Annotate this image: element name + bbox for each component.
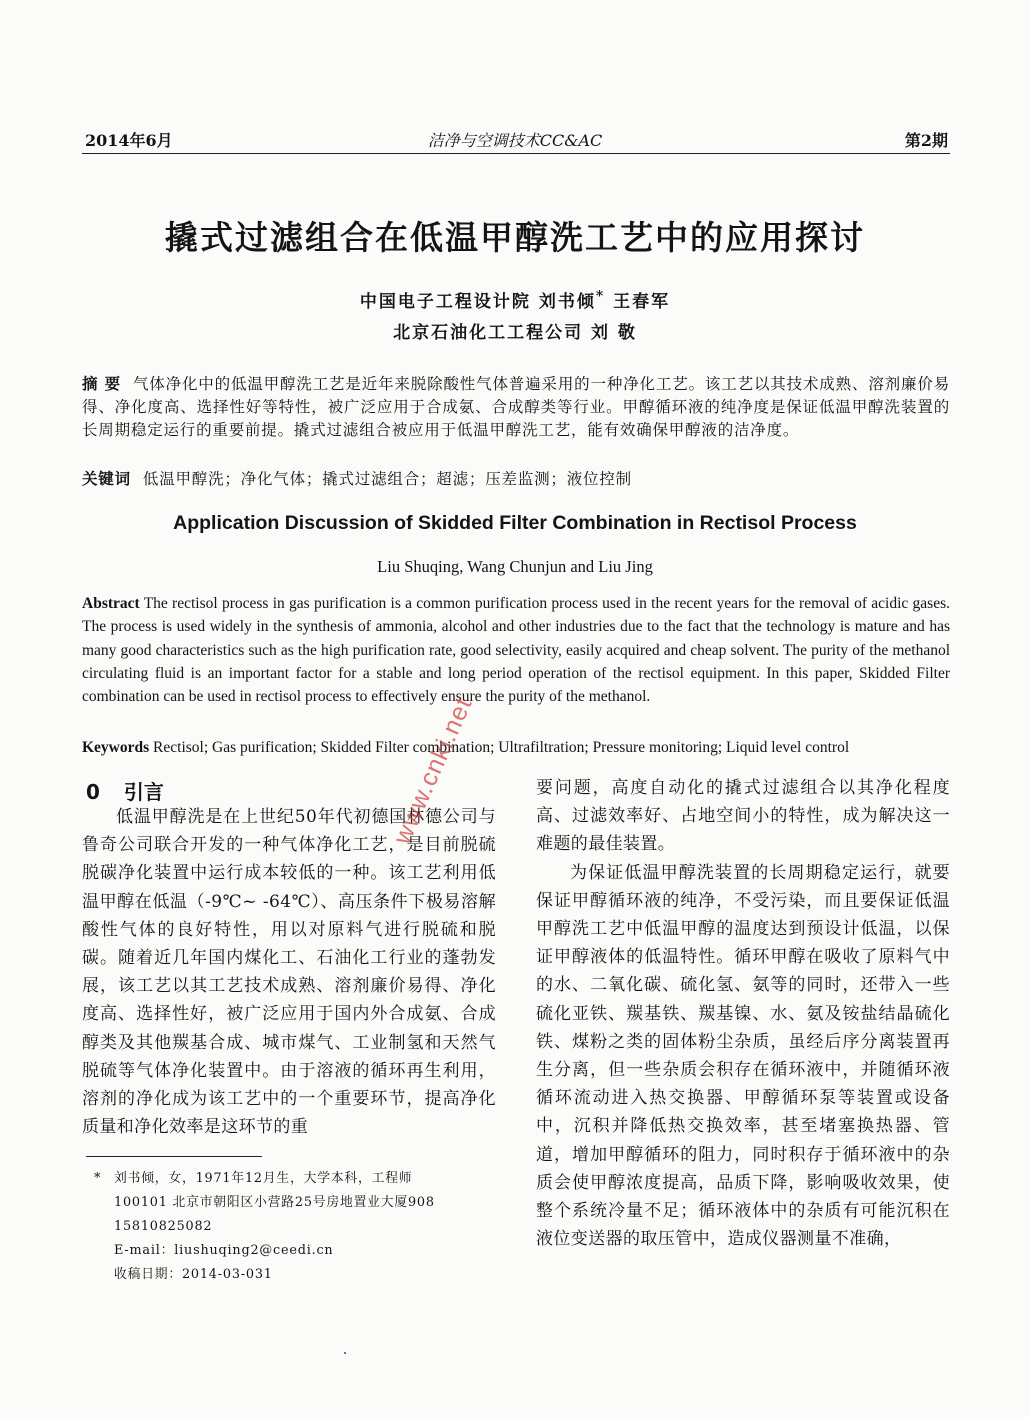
running-header-issue: 第2期 <box>904 131 948 150</box>
body-left-column: 低温甲醇洗是在上世纪50年代初德国林德公司与鲁奇公司联合开发的一种气体净化工艺，是目前脱硫脱碳净化装置中运行成本较低的一种。该工艺利用低温甲醇在低温（-9℃~ -64℃）、高压条件下极易溶解酸性气体的良好特性，用以对原料气进行脱硫和脱碳。随着近几年国内煤化工、石油化工行业的蓬勃发展，该工艺以其工艺技术成熟、溶剂廉价易得、净化度高、选择性好，被广泛应用于国内外合成氨、合成醇类及其他羰基合成、城市煤气、工业制氢和天然气脱硫等气体净化装置中。由于溶液的循环再生利用，溶剂的净化成为该工艺中的一个重要环节，提高净化质量和净化效率是这环节的重 <box>82 807 496 1138</box>
footnote-star: * <box>94 1171 102 1186</box>
footnote <box>94 1167 435 1287</box>
body-right-paragraph-1: 要问题，高度自动化的撬式过滤组合以其净化程度高、过滤效率好、占地空间小的特性，成为解决这一难题的最佳装置。 <box>536 778 950 855</box>
title-english: Application Discussion of Skidded Filter Combination in Rectisol Process <box>173 512 857 534</box>
authors-chinese-line1 <box>0 287 1030 312</box>
section-title: 引言 <box>123 780 164 804</box>
abstract-chinese-label: 摘 要 <box>82 374 121 393</box>
body-right-paragraph-2: 为保证低温甲醇洗装置的长周期稳定运行，就要保证甲醇循环液的纯净，不受污染，而且要保证低温甲醇洗工艺中低温甲醇的温度达到预设计低温，以保证甲醇液体的低温特性。循环甲醇在吸收了原料气中的水、二氧化碳、硫化氢、氨等的同时，还带入一些硫化亚铁、羰基铁、羰基镍、水、氨及铵盐结晶硫化铁、煤粉之类的固体粉尘杂质，虽经后序分离装置再生分离，但一些杂质会积存在循环液中，并随循环液循环流动进入热交换器、甲醇循环泵等装置或设备中，沉积并降低热交换效率，甚至堵塞换热器、管道，增加甲醇循环的阻力，同时积存于循环液中的杂质会使甲醇浓度提高，品质下降，影响吸收效果，使整个系统冷量不足；循环液体中的杂质有可能沉积在液位变送器的取压管中，造成仪器测量不准确， <box>536 862 950 1250</box>
running-header-journal: 洁净与空调技术CC&AC <box>427 131 603 150</box>
footnote-rule <box>86 1156 262 1157</box>
body-right-column <box>536 774 950 1253</box>
abstract-chinese <box>82 372 950 442</box>
footnote-author-info: 刘书倾，女，1971年12月生，大学本科，工程师 <box>114 1171 413 1186</box>
header-rule <box>82 153 950 154</box>
author-affiliation-1: 中国电子工程设计院 刘书倾 <box>359 292 596 312</box>
abstract-english-text: The rectisol process in gas purification is a common purification process used in the recent years for the removal of acidic gases. The process is used widely in the synthesis of ammonia, alcohol and other industries due to the fact that the technology is mature and has many good characteristics such as the high purification rate, good selectivity, easily acquired and cheap solvent. The purity of the methanol circulating fluid is an important factor for a stable and long period operation of the rectisol equipment. In this paper, Skidded Filter combination can be used in rectisol process to effectively ensure the purity of the methanol. <box>82 595 950 706</box>
footnote-email: E-mail：liushuqing2@ceedi.cn <box>114 1243 334 1258</box>
author-coauthor: 王春军 <box>613 292 671 312</box>
footnote-phone: 15810825082 <box>114 1219 213 1234</box>
abstract-chinese-text: 气体净化中的低温甲醇洗工艺是近年来脱除酸性气体普遍采用的一种净化工艺。该工艺以其技术成熟、溶剂廉价易得、净化度高、选择性好等特性，被广泛应用于合成氨、合成醇类等行业。甲醇循环液的纯净度是保证低温甲醇洗装置的长周期稳定运行的重要前提。撬式过滤组合被应用于低温甲醇洗工艺，能有效确保甲醇液的洁净度。 <box>82 375 951 439</box>
keywords-english-text: Rectisol; Gas purification; Skidded Filter combination; Ultrafiltration; Pressure monitoring; Liquid level control <box>153 739 850 756</box>
keywords-chinese-text: 低温甲醇洗；净化气体；撬式过滤组合；超滤；压差监测；液位控制 <box>142 470 632 488</box>
watermark: www.cnki.net <box>388 692 478 849</box>
authors-chinese-line2: 北京石油化工工程公司 刘 敬 <box>393 323 637 343</box>
authors-english: Liu Shuqing, Wang Chunjun and Liu Jing <box>377 557 653 576</box>
scan-speck <box>344 1352 346 1354</box>
running-header-date: 2014年6月 <box>85 131 173 150</box>
corresponding-author-mark: * <box>595 288 606 305</box>
keywords-chinese <box>82 467 950 491</box>
abstract-english-label: Abstract <box>82 595 140 612</box>
keywords-english-label: Keywords <box>82 739 150 756</box>
footnote-received-date: 收稿日期：2014-03-031 <box>114 1267 273 1282</box>
section-heading <box>86 776 188 805</box>
footnote-address: 100101 北京市朝阳区小营路25号房地置业大厦908 <box>114 1195 435 1210</box>
section-number: 0 <box>86 780 100 804</box>
keywords-english <box>82 736 950 759</box>
keywords-chinese-label: 关键词 <box>82 469 131 488</box>
title-chinese: 撬式过滤组合在低温甲醇洗工艺中的应用探讨 <box>165 218 865 257</box>
